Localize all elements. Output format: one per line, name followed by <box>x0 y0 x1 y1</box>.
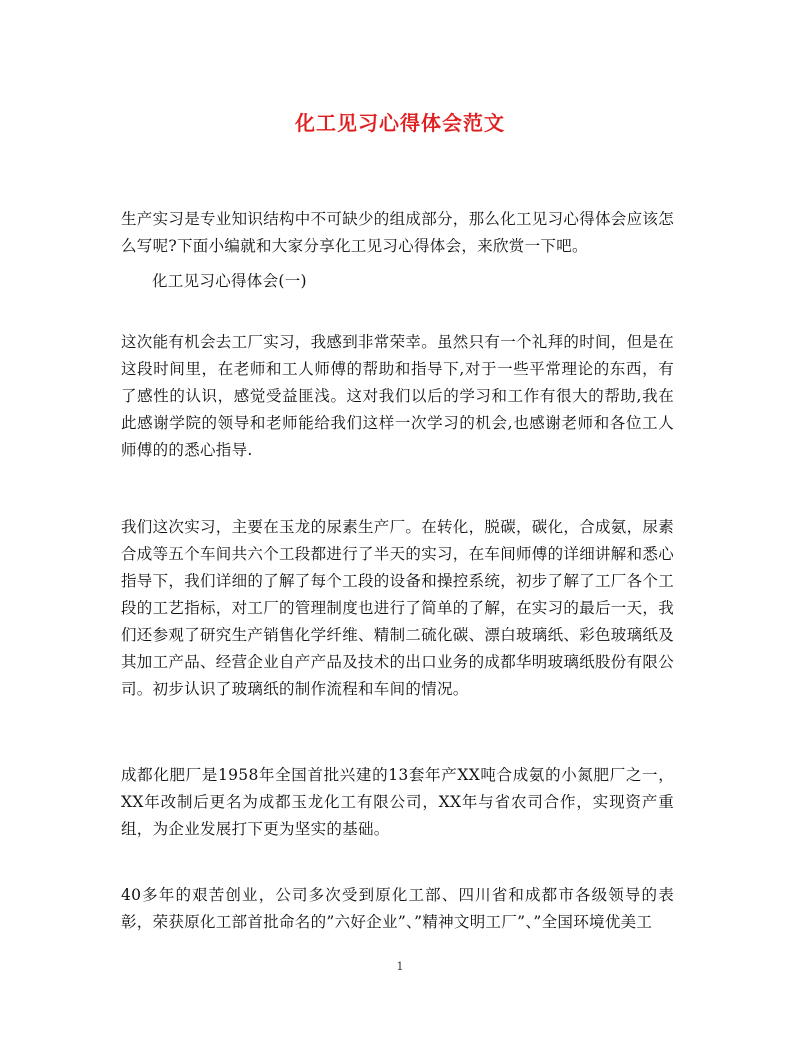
body-paragraph: 40多年的艰苦创业，公司多次受到原化工部、四川省和成都市各级领导的表彰，荣获原化工部首批命名的”六好企业”、”精神文明工厂”、”全国环境优美工 <box>121 886 674 931</box>
page-number: 1 <box>396 960 404 973</box>
body-paragraph: 成都化肥厂是1958年全国首批兴建的13套年产XX吨合成氨的小氮肥厂之一，XX年改制后更名为成都玉龙化工有限公司，XX年与省农司合作，实现资产重组，为企业发展打下更为坚实的基础。 <box>121 766 674 838</box>
body-paragraph: 我们这次实习，主要在玉龙的尿素生产厂。在转化，脱碳，碳化，合成氨，尿素合成等五个车间共六个工段都进行了半天的实习，在车间师傅的详细讲解和悉心指导下，我们详细的了解了每个工段的设备和操控系统，初步了解了工厂各个工段的工艺指标，对工厂的管理制度也进行了简单的了解，在实习的最后一天，我们还参观了研究生产销售化学纤维、精制二硫化碳、漂白玻璃纸、彩色玻璃纸及其加工产品、经营企业自产产品及技术的出口业务的成都华明玻璃纸股份有限公司。初步认识了玻璃纸的制作流程和车间的情况。 <box>121 518 675 698</box>
intro-paragraph: 生产实习是专业知识结构中不可缺少的组成部分，那么化工见习心得体会应该怎么写呢?下面小编就和大家分享化工见习心得体会，来欣赏一下吧。 <box>121 210 675 255</box>
document-title: 化工见习心得体会范文 <box>295 111 505 135</box>
body-paragraph: 这次能有机会去工厂实习，我感到非常荣幸。虽然只有一个礼拜的时间，但是在这段时间里，在老师和工人师傅的帮助和指导下,对于一些平常理论的东西，有了感性的认识，感觉受益匪浅。这对我们以后的学习和工作有很大的帮助,我在此感谢学院的领导和老师能给我们这样一次学习的机会,也感谢老师和各位工人师傅的的悉心指导. <box>121 333 675 459</box>
section-subheading: 化工见习心得体会(一) <box>152 272 307 290</box>
